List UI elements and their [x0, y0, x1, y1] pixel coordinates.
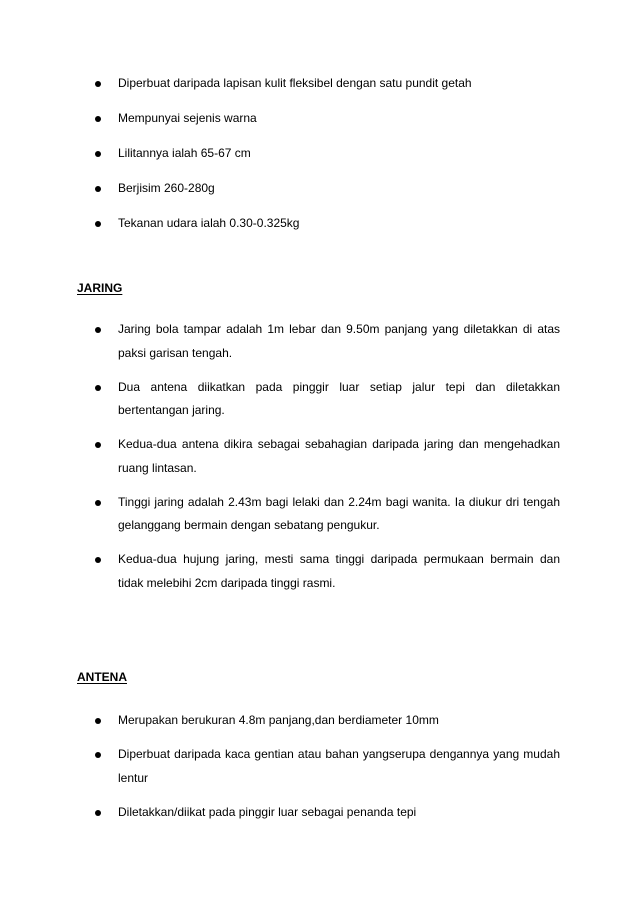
list-item — [0, 107, 638, 131]
list-item — [0, 548, 638, 595]
list-item — [0, 318, 638, 365]
list-item-text: Tinggi jaring adalah 2.43m bagi lelaki dan 2.24m bagi wanita. Ia diukur dri tengah gelanggang bermain dengan sebatang pengukur. — [118, 494, 560, 532]
bullet-icon — [95, 752, 101, 758]
jaring-bullet-list — [0, 318, 638, 606]
bullet-icon — [95, 810, 101, 816]
list-item-text: Diperbuat daripada kaca gentian atau bahan yangserupa dengannya yang mudah lentur — [118, 747, 560, 785]
list-item — [0, 376, 638, 423]
list-item — [0, 212, 638, 236]
antena-heading: ANTENA — [77, 670, 127, 684]
bullet-icon — [95, 81, 101, 87]
list-item — [0, 433, 638, 480]
list-item-text: Berjisim 260-280g — [118, 181, 215, 195]
list-item-text: Lilitannya ialah 65-67 cm — [118, 146, 251, 160]
list-item-text: Kedua-dua hujung jaring, mesti sama tinggi daripada permukaan bermain dan tidak melebihi 2cm daripada tinggi rasmi. — [118, 552, 560, 590]
bullet-icon — [95, 557, 101, 563]
bullet-icon — [95, 500, 101, 506]
list-item — [0, 709, 638, 733]
bullet-icon — [95, 221, 101, 227]
list-item-text: Kedua-dua antena dikira sebagai sebahagian daripada jaring dan mengehadkan ruang lintasan. — [118, 437, 560, 475]
bullet-icon — [95, 116, 101, 122]
list-item-text: Mempunyai sejenis warna — [118, 111, 257, 125]
list-item — [0, 491, 638, 538]
list-item — [0, 142, 638, 166]
bullet-icon — [95, 151, 101, 157]
bullet-icon — [95, 385, 101, 391]
list-item-text: Diperbuat daripada lapisan kulit fleksibel dengan satu pundit getah — [118, 76, 472, 90]
list-item-text: Diletakkan/diikat pada pinggir luar sebagai penanda tepi — [118, 804, 417, 819]
jaring-heading: JARING — [77, 281, 123, 295]
list-item-text: Jaring bola tampar adalah 1m lebar dan 9.50m panjang yang diletakkan di atas paksi garisan tengah. — [118, 322, 560, 360]
list-item-text: Tekanan udara ialah 0.30-0.325kg — [118, 216, 300, 230]
bullet-icon — [95, 186, 101, 192]
list-item — [0, 801, 638, 825]
list-item — [0, 72, 638, 96]
bullet-icon — [95, 327, 101, 333]
antena-bullet-list — [0, 709, 638, 835]
list-item — [0, 177, 638, 201]
bullet-icon — [95, 718, 101, 724]
intro-bullet-list — [0, 72, 638, 247]
list-item-text: Merupakan berukuran 4.8m panjang,dan berdiameter 10mm — [118, 713, 439, 727]
list-item-text: Dua antena diikatkan pada pinggir luar setiap jalur tepi dan diletakkan bertentangan jaring. — [118, 379, 560, 417]
list-item — [0, 743, 638, 790]
bullet-icon — [95, 442, 101, 448]
